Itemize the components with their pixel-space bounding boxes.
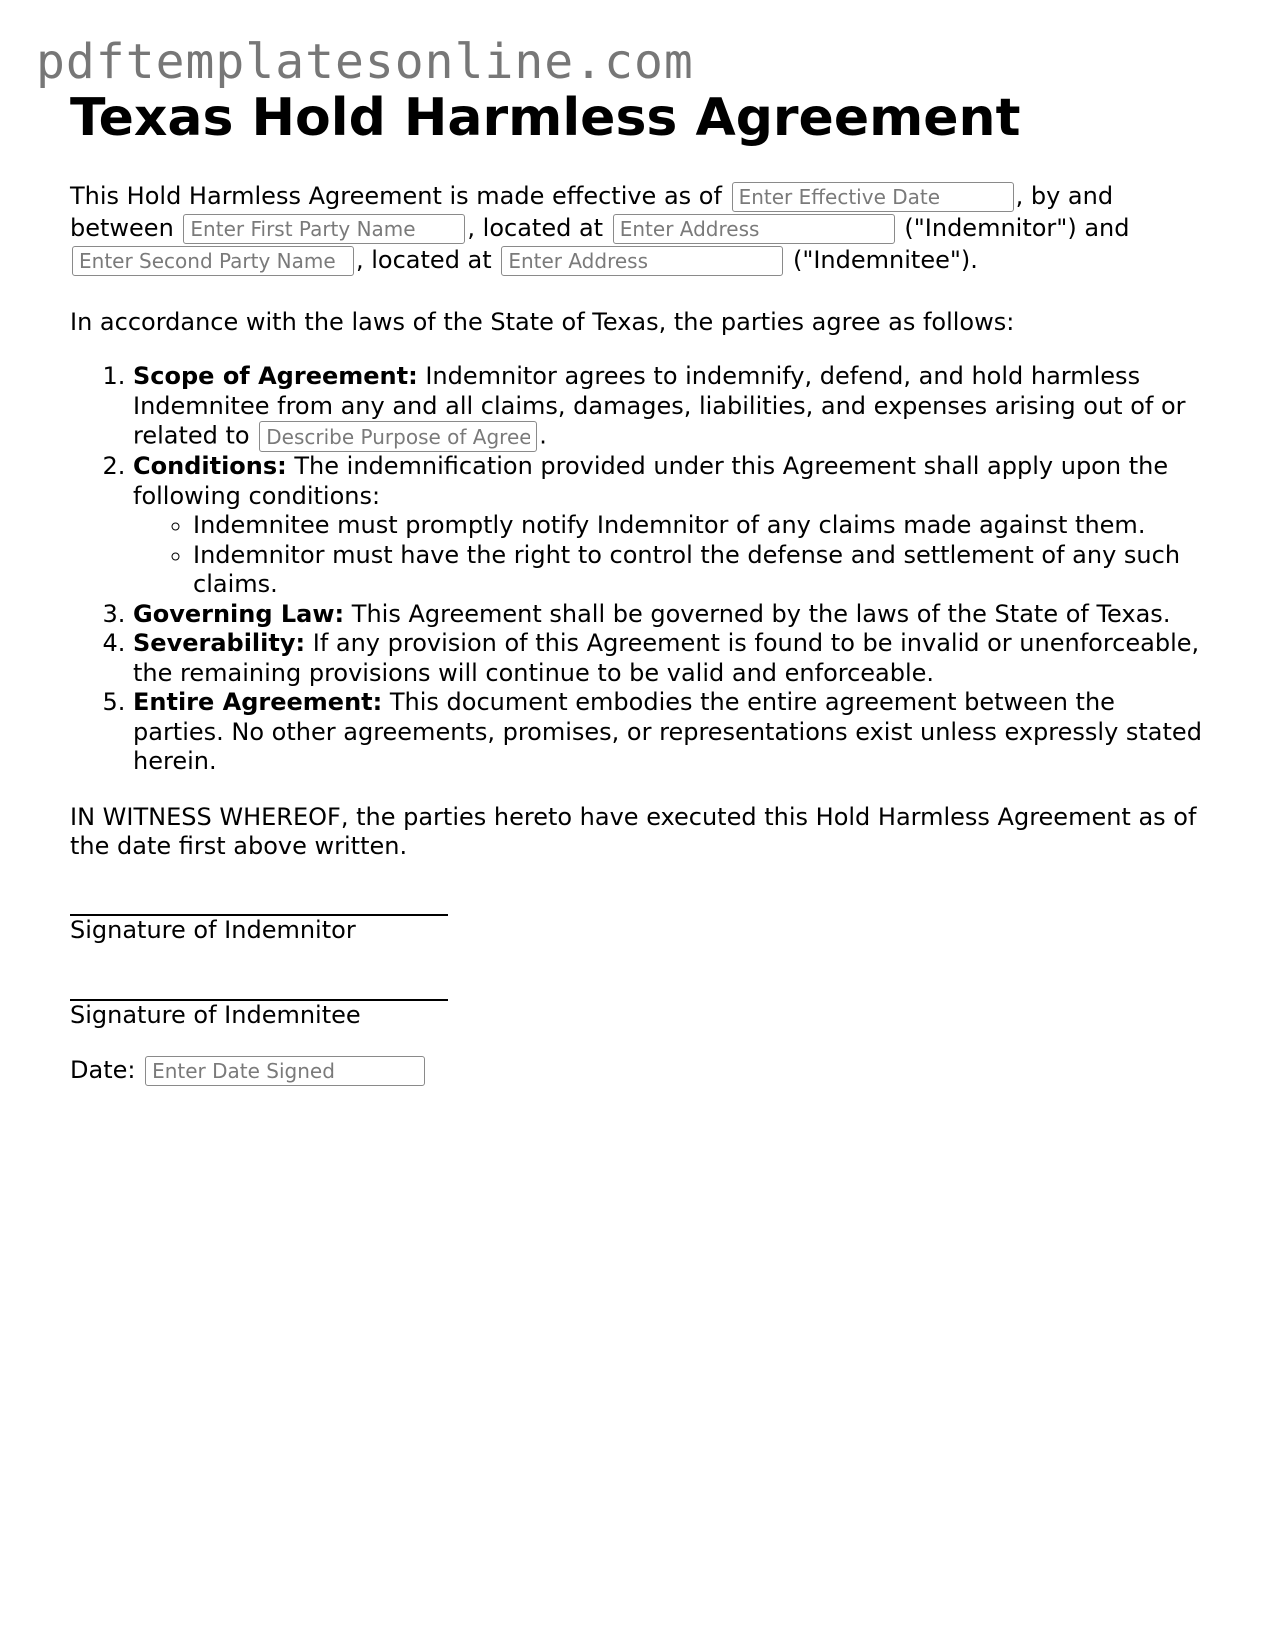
intro-text-4: ("Indemnitor") and xyxy=(904,214,1130,242)
signature-indemnitor xyxy=(70,892,1210,945)
clause-governing-law xyxy=(133,600,1210,630)
effective-date-input[interactable] xyxy=(732,182,1014,212)
date-signed-row xyxy=(70,1054,1210,1086)
intro-text-3: , located at xyxy=(467,214,604,242)
clause-heading: Severability: xyxy=(133,629,306,657)
clause-heading: Scope of Agreement: xyxy=(133,362,418,390)
date-label: Date: xyxy=(70,1055,136,1084)
condition-item: ◦ Indemnitee must promptly notify Indemnitor of any claims made against them. xyxy=(193,511,1210,541)
intro-paragraph xyxy=(70,180,1210,276)
condition-item: ◦ Indemnitor must have the right to control the defense and settlement of any such claims. xyxy=(193,541,1210,600)
witness-paragraph: IN WITNESS WHEREOF, the parties hereto have executed this Hold Harmless Agreement as of the date first above written. xyxy=(70,802,1197,860)
clause-text: The indemnification provided under this Agreement shall apply upon the following conditions: xyxy=(133,452,1169,510)
date-signed-input[interactable] xyxy=(145,1056,425,1086)
accordance-paragraph: In accordance with the laws of the State of Texas, the parties agree as follows: xyxy=(70,308,1015,336)
document-page xyxy=(70,86,1210,1086)
signature-line[interactable] xyxy=(70,977,448,1001)
signature-line[interactable] xyxy=(70,892,448,916)
clause-text: This document embodies the entire agreement between the parties. No other agreements, promises, or representations exist unless expressly stated herein. xyxy=(133,688,1202,775)
signature-label: Signature of Indemnitee xyxy=(70,1000,361,1029)
second-party-name-input[interactable] xyxy=(72,246,354,276)
clause-heading: Entire Agreement: xyxy=(133,688,383,716)
first-party-name-input[interactable] xyxy=(183,214,465,244)
second-party-address-input[interactable] xyxy=(501,246,783,276)
clause-conditions xyxy=(133,452,1210,600)
intro-text-1: This Hold Harmless Agreement is made effective as of xyxy=(70,182,722,210)
clause-heading: Governing Law: xyxy=(133,599,345,628)
page-title: Texas Hold Harmless Agreement xyxy=(70,88,1021,148)
intro-text-5: , located at xyxy=(356,246,492,274)
clause-entire-agreement xyxy=(133,688,1210,777)
clause-heading: Conditions: xyxy=(133,452,287,480)
clause-text: If any provision of this Agreement is found to be invalid or unenforceable, the remaining provisions will continue to be valid and enforceable. xyxy=(133,629,1200,687)
conditions-list xyxy=(133,511,1210,600)
clause-end: . xyxy=(539,421,547,450)
watermark: pdftemplatesonline.com xyxy=(36,34,694,90)
clause-severability xyxy=(133,629,1210,688)
intro-text-6: ("Indemnitee"). xyxy=(792,246,978,274)
intro-text-2: , by and between xyxy=(70,182,1114,242)
purpose-input[interactable] xyxy=(259,421,537,452)
signature-indemnitee xyxy=(70,977,1210,1030)
first-party-address-input[interactable] xyxy=(613,214,895,244)
signature-label: Signature of Indemnitor xyxy=(70,915,356,944)
clause-text: Indemnitor agrees to indemnify, defend, and hold harmless Indemnitee from any and all claims, damages, liabilities, and expenses arising out of or related to xyxy=(133,362,1186,450)
clause-list xyxy=(70,362,1210,777)
clause-scope xyxy=(133,362,1210,452)
clause-text: This Agreement shall be governed by the laws of the State of Texas. xyxy=(351,599,1171,628)
